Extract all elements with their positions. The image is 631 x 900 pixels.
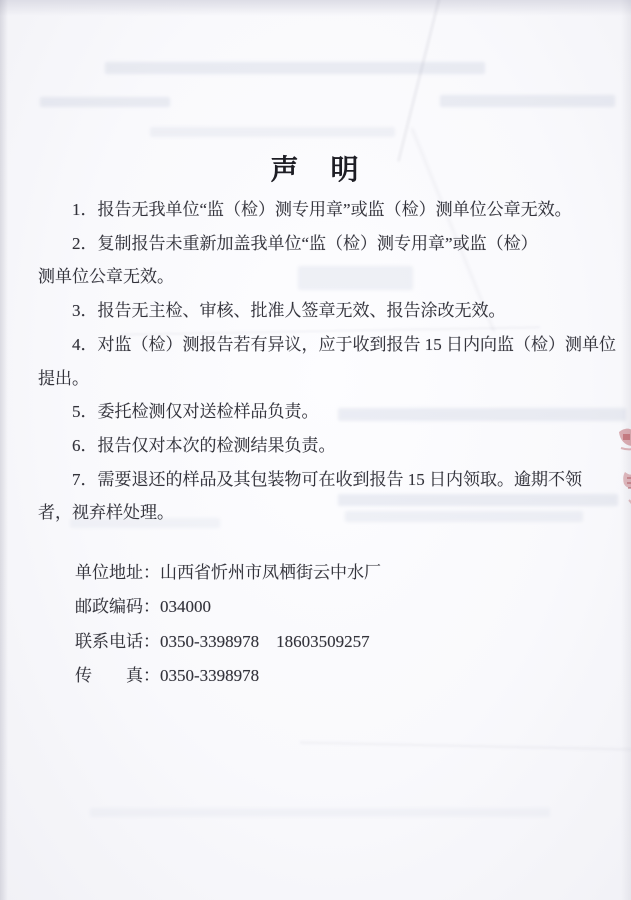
scan-edge-shadow-left [0, 0, 8, 900]
ink-bleedthrough [150, 127, 395, 137]
statement-line: 5．委托检测仅对送检样品负责。 [72, 402, 319, 422]
contact-value: 山西省忻州市凤栖街云中水厂 [160, 563, 381, 582]
contact-value: 0350-3398978 [160, 666, 260, 686]
statement-body [38, 193, 616, 530]
statement-line: 测单位公章无效。 [38, 267, 174, 287]
contact-block [75, 556, 555, 694]
ink-bleedthrough [105, 62, 485, 74]
contact-row-phone [75, 625, 555, 659]
paper-crease [397, 0, 440, 162]
contact-value: 0350-3398978 18603509257 [160, 631, 370, 651]
contact-label: 传 真： [75, 666, 160, 686]
statement-line: 4．对监（检）测报告若有异议，应于收到报告 15 日内向监（检）测单位 [72, 334, 616, 354]
ink-bleedthrough [90, 808, 550, 817]
red-seal-bleedthrough-icon [609, 426, 631, 518]
ink-bleedthrough [40, 97, 170, 107]
ink-bleedthrough [440, 95, 615, 107]
paper-crease [300, 742, 631, 751]
statement-line: 2．复制报告未重新加盖我单位“监（检）测专用章”或监（检） [72, 233, 538, 253]
statement-line: 者，视弃样处理。 [38, 503, 174, 523]
page-title: 声 明 [270, 155, 361, 186]
contact-row-fax [75, 659, 555, 693]
statement-line: 6．报告仅对本次的检测结果负责。 [72, 435, 336, 455]
statement-line: 7．需要退还的样品及其包装物可在收到报告 15 日内领取。逾期不领 [72, 469, 582, 489]
contact-value: 034000 [160, 597, 211, 617]
statement-line: 3．报告无主检、审核、批准人签章无效、报告涂改无效。 [72, 301, 506, 321]
contact-label: 联系电话： [75, 631, 160, 651]
statement-line: 提出。 [38, 368, 89, 388]
contact-row-address [75, 556, 555, 590]
contact-row-postcode [75, 590, 555, 624]
contact-label: 邮政编码： [75, 597, 160, 617]
contact-label: 单位地址： [75, 563, 160, 582]
scan-edge-shadow-top [0, 0, 631, 16]
statement-line: 1．报告无我单位“监（检）测专用章”或监（检）测单位公章无效。 [72, 200, 572, 219]
